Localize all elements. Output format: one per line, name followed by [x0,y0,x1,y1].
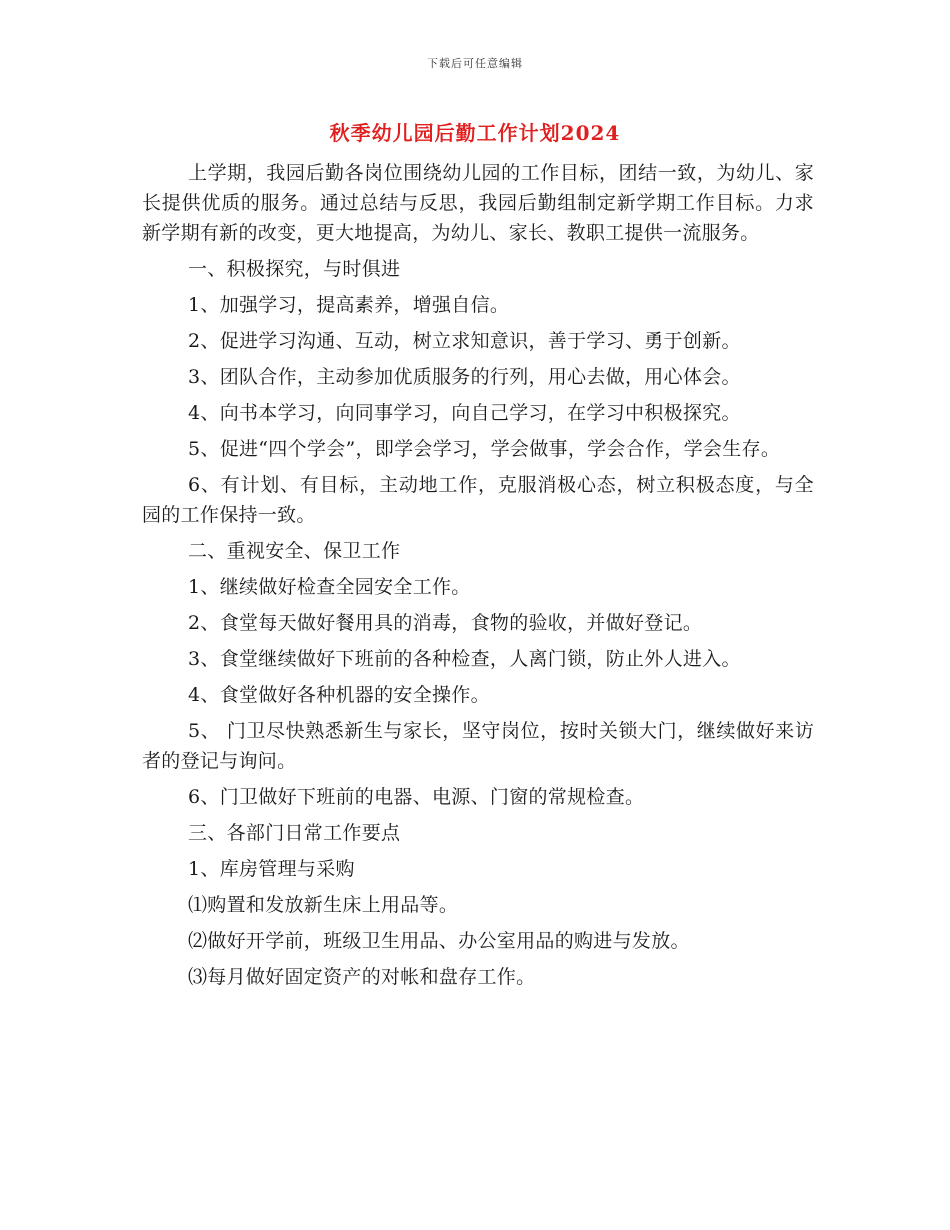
list-item: 1、继续做好检查全园安全工作。 [188,576,471,598]
list-item: 6、有计划、有目标，主动地工作，克服消极心态，树立积极态度，与全园的工作保持一致。 [142,474,814,526]
list-item: 1、加强学习，提高素养，增强自信。 [188,294,510,316]
document-title: 秋季幼儿园后勤工作计划2024 [329,121,621,145]
list-item: 5、 门卫尽快熟悉新生与家长，坚守岗位，按时关锁大门，继续做好来访者的登记与询问。 [142,720,814,772]
list-item: 2、促进学习沟通、互动，树立求知意识，善于学习、勇于创新。 [188,330,741,352]
list-item: ⑵做好开学前，班级卫生用品、办公室用品的购进与发放。 [188,930,690,952]
section-heading-3: 三、各部门日常工作要点 [188,822,401,844]
section-heading-2: 二、重视安全、保卫工作 [188,540,401,562]
list-item: 2、食堂每天做好餐用具的消毒，食物的验收，并做好登记。 [188,612,703,634]
list-item: ⑴购置和发放新生床上用品等。 [188,894,459,916]
list-item: 4、向书本学习，向同事学习，向自己学习，在学习中积极探究。 [188,402,741,424]
list-item: 3、团队合作，主动参加优质服务的行列，用心去做，用心体会。 [188,366,741,388]
list-item: 4、食堂做好各种机器的安全操作。 [188,684,490,706]
subsection-heading: 1、库房管理与采购 [188,858,355,880]
section-heading-1: 一、积极探究，与时俱进 [188,258,401,280]
list-item: 5、促进“四个学会”，即学会学习，学会做事，学会合作，学会生存。 [188,438,781,460]
list-item: 6、门卫做好下班前的电器、电源、门窗的常规检查。 [188,786,645,808]
intro-paragraph: 上学期，我园后勤各岗位围绕幼儿园的工作目标，团结一致，为幼儿、家长提供优质的服务。通过总结与反思，我园后勤组制定新学期工作目标。力求新学期有新的改变，更大地提高，为幼儿、家长、教职工提供一流服务。 [142,162,814,244]
list-item: ⑶每月做好固定资产的对帐和盘存工作。 [188,966,536,988]
page-header-note: 下载后可任意编辑 [427,57,523,70]
list-item: 3、食堂继续做好下班前的各种检查，人离门锁，防止外人进入。 [188,648,741,670]
document-body [142,158,814,998]
